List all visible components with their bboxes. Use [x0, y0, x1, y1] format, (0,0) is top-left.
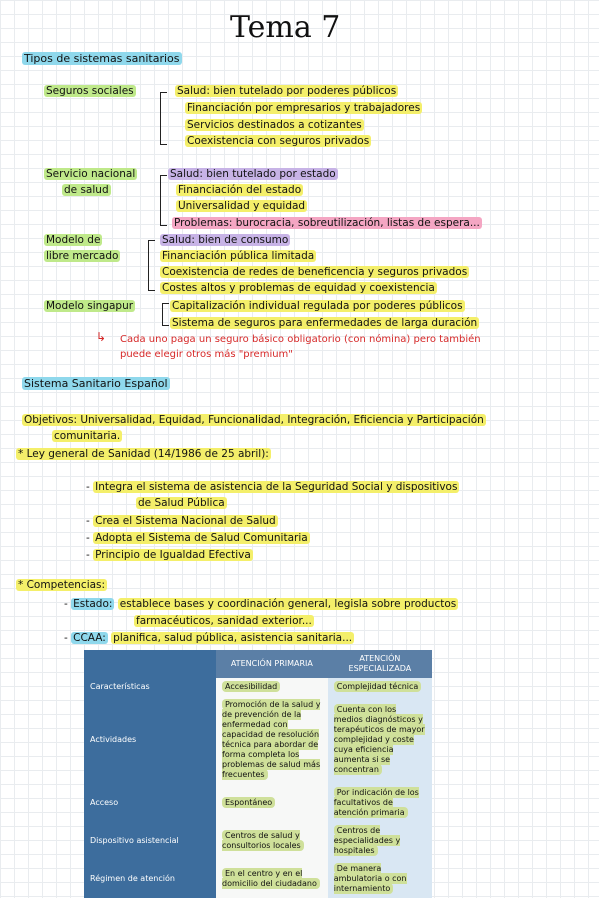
- table-header-empty: [84, 650, 216, 678]
- row-label: Régimen de atención: [84, 860, 216, 898]
- ccaa-line: - CCAA: planifica, salud pública, asistencia sanitaria...: [64, 632, 353, 644]
- seguros-item-3: Servicios destinados a cotizantes: [187, 119, 362, 131]
- ley-item-4: - Principio de Igualdad Efectiva: [86, 549, 251, 561]
- servicio-label: Servicio nacional: [46, 168, 136, 180]
- modelo-item-1: Salud: bien de consumo: [162, 234, 289, 246]
- cell-especializada: Complejidad técnica: [328, 678, 432, 696]
- table-header-row: [84, 650, 432, 678]
- section-heading-tipos: Tipos de sistemas sanitarios: [24, 52, 180, 65]
- ley-heading: * Ley general de Sanidad (14/1986 de 25 abril):: [18, 448, 269, 460]
- cell-especializada: De manera ambulatoria o con internamiento: [328, 860, 432, 898]
- table-header-especializada: ATENCIÓN ESPECIALIZADA: [328, 650, 432, 678]
- table-row: [84, 678, 432, 696]
- ley-item-1-cont: de Salud Pública: [138, 497, 225, 509]
- singapur-label: Modelo singapur: [46, 300, 134, 312]
- ley-item-1: - Integra el sistema de asistencia de la Seguridad Social y dispositivos: [86, 481, 458, 493]
- singapur-note-1: Cada uno paga un seguro básico obligatorio (con nómina) pero también: [120, 334, 481, 345]
- row-label: Dispositivo asistencial: [84, 822, 216, 860]
- modelo-item-4: Costes altos y problemas de equidad y coexistencia: [162, 282, 435, 294]
- table-row: [84, 784, 432, 822]
- servicio-label-2: de salud: [64, 184, 109, 196]
- table-row: [84, 822, 432, 860]
- page-title: Tema 7: [230, 10, 341, 45]
- estado-line-2: farmacéuticos, sanidad exterior...: [136, 615, 312, 627]
- cell-primaria: En el centro y en el domicilio del ciudadano: [216, 860, 328, 898]
- singapur-item-2: Sistema de seguros para enfermedades de larga duración: [172, 317, 478, 329]
- singapur-item-1: Capitalización individual regulada por poderes públicos: [172, 300, 463, 312]
- table-row: [84, 696, 432, 784]
- ley-item-3: - Adopta el Sistema de Salud Comunitaria: [86, 532, 308, 544]
- seguros-label: Seguros sociales: [46, 85, 134, 97]
- ley-item-2: - Crea el Sistema Nacional de Salud: [86, 515, 276, 527]
- objetivos-line-2: comunitaria.: [54, 430, 121, 442]
- seguros-item-1: Salud: bien tutelado por poderes públicos: [177, 85, 397, 97]
- modelo-label: Modelo de: [46, 234, 101, 246]
- servicio-item-4: Problemas: burocracia, sobreutilización, listas de espera...: [174, 217, 480, 229]
- cell-especializada: Centros de especialidades y hospitales: [328, 822, 432, 860]
- cell-especializada: Cuenta con los medios diagnósticos y terapéuticos de mayor complejidad y coste cuya eficiencia aumenta si se concentran: [328, 696, 432, 784]
- table-row: [84, 860, 432, 898]
- cell-primaria: Accesibilidad: [216, 678, 328, 696]
- seguros-item-4: Coexistencia con seguros privados: [187, 135, 370, 147]
- cell-primaria: Espontáneo: [216, 784, 328, 822]
- table-header-primaria: ATENCIÓN PRIMARIA: [216, 650, 328, 678]
- atencion-table: [84, 650, 432, 898]
- estado-line-1: - Estado: establece bases y coordinación general, legisla sobre productos: [64, 598, 457, 610]
- row-label: Acceso: [84, 784, 216, 822]
- modelo-label-2: libre mercado: [46, 250, 119, 262]
- singapur-note-2: puede elegir otros más "premium": [120, 349, 293, 360]
- singapur-arrow: ↳: [96, 330, 107, 344]
- cell-primaria: Promoción de la salud y de prevención de la enfermedad con capacidad de resolución técnica para abordar de forma completa los problemas de salud más frecuentes: [216, 696, 328, 784]
- competencias-heading: * Competencias:: [18, 579, 106, 591]
- cell-especializada: Por indicación de los facultativos de atención primaria: [328, 784, 432, 822]
- servicio-item-2: Financiación del estado: [178, 184, 302, 196]
- servicio-item-3: Universalidad y equidad: [178, 200, 306, 212]
- cell-primaria: Centros de salud y consultorios locales: [216, 822, 328, 860]
- row-label: Actividades: [84, 696, 216, 784]
- servicio-item-1: Salud: bien tutelado por estado: [170, 168, 336, 180]
- modelo-item-2: Financiación pública limitada: [162, 250, 315, 262]
- row-label: Características: [84, 678, 216, 696]
- objetivos-line-1: Objetivos: Universalidad, Equidad, Funcionalidad, Integración, Eficiencia y Participación: [24, 414, 484, 426]
- seguros-item-2: Financiación por empresarios y trabajadores: [187, 102, 421, 114]
- section-heading-sistema-espanol: Sistema Sanitario Español: [24, 377, 168, 390]
- modelo-item-3: Coexistencia de redes de beneficencia y seguros privados: [162, 266, 468, 278]
